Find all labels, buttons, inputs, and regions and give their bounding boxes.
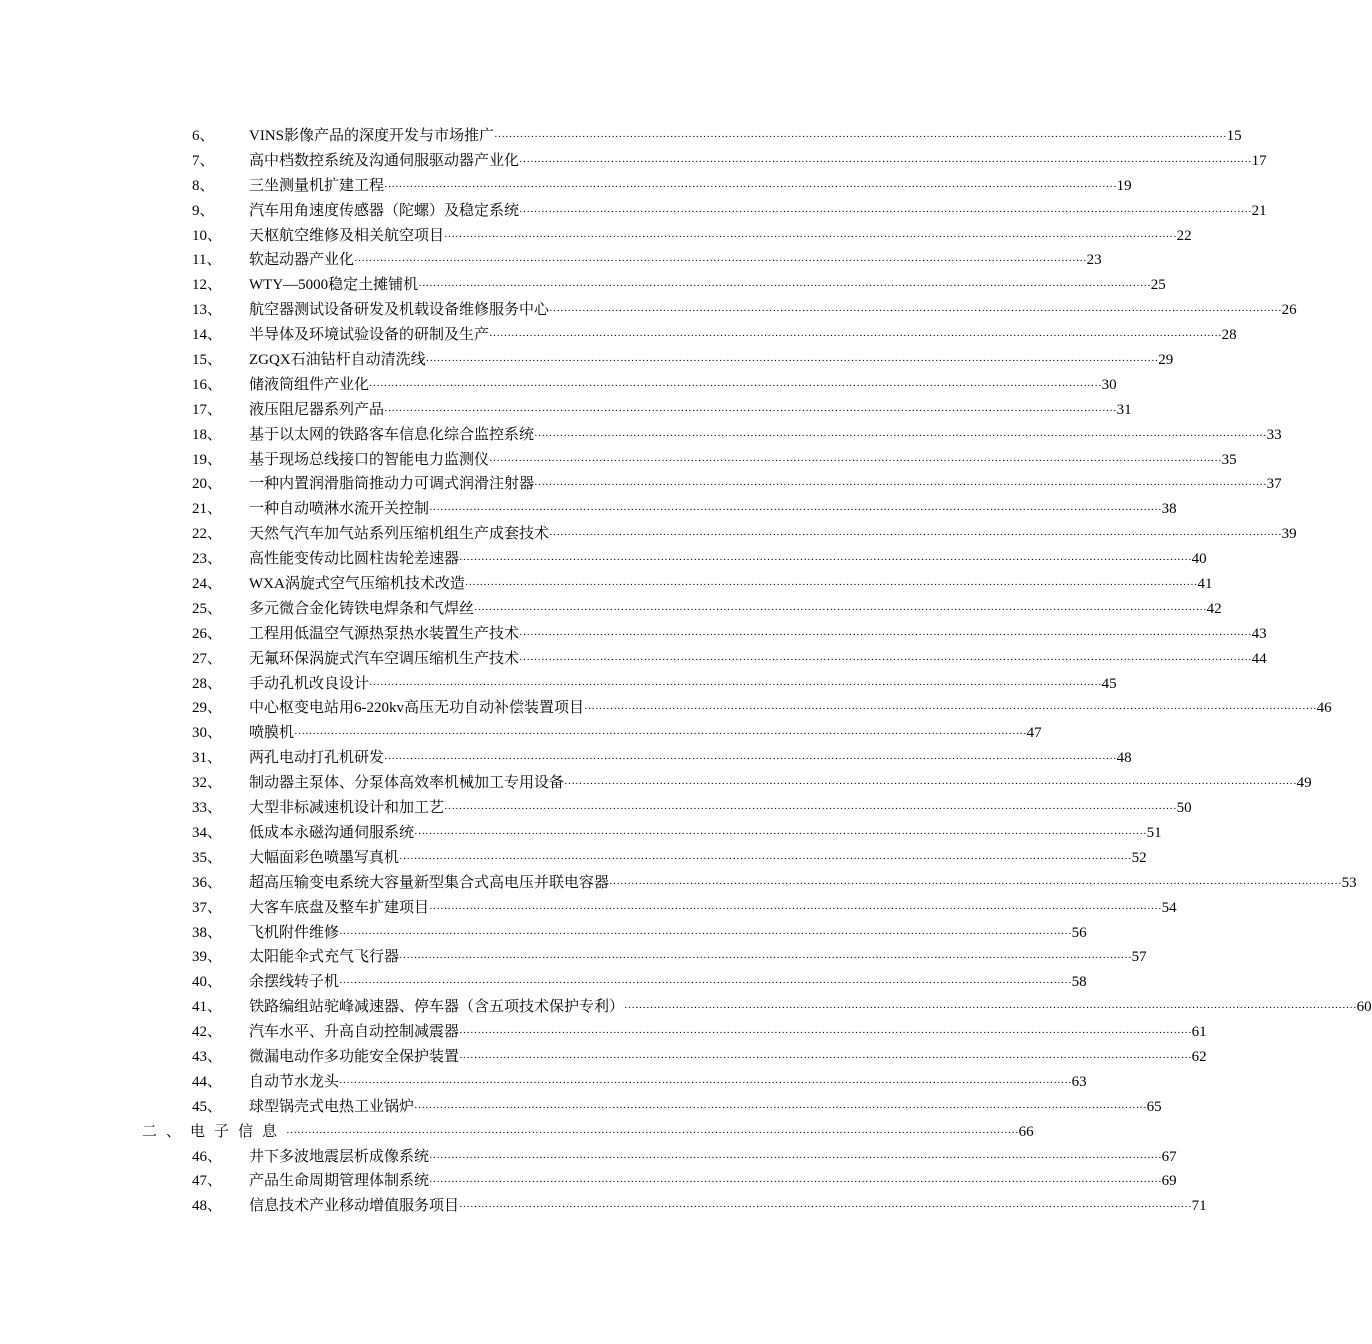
dot-leader: ········································································································································································································ bbox=[519, 205, 1252, 218]
dot-leader: ········································································································································································································ bbox=[444, 803, 1177, 816]
toc-entry[interactable] bbox=[0, 398, 1132, 423]
dot-leader: ········································································································································································································ bbox=[418, 280, 1151, 293]
toc-entry-page: 28 bbox=[1221, 327, 1237, 344]
toc-entry[interactable] bbox=[0, 174, 1132, 199]
dot-leader: ········································································································································································································ bbox=[459, 554, 1192, 567]
toc-entry-number: 18、 bbox=[192, 426, 223, 443]
toc-entry-number: 29、 bbox=[192, 700, 223, 717]
dot-leader: ········································································································································································································ bbox=[339, 977, 1072, 990]
dot-leader: ········································································································································································································ bbox=[489, 454, 1222, 467]
toc-entry-number: 40、 bbox=[192, 974, 223, 991]
dot-leader: ········································································································································································································ bbox=[339, 927, 1072, 940]
toc-entry[interactable] bbox=[0, 1145, 1177, 1170]
toc-entry-title: 三坐测量机扩建工程 bbox=[249, 177, 385, 194]
toc-entry-line bbox=[249, 248, 1102, 274]
toc-entry-number: 8、 bbox=[192, 177, 215, 194]
toc-entry-line bbox=[249, 771, 1312, 797]
table-of-contents bbox=[0, 124, 1372, 1219]
toc-entry[interactable] bbox=[0, 248, 1102, 273]
dot-leader: ········································································································································································································ bbox=[549, 305, 1282, 318]
toc-entry-title: VINS影像产品的深度开发与市场推广 bbox=[249, 128, 495, 144]
toc-entry-line bbox=[249, 224, 1192, 250]
toc-entry-page: 53 bbox=[1341, 874, 1357, 891]
toc-entry-page: 44 bbox=[1251, 650, 1267, 667]
toc-entry-page: 47 bbox=[1026, 725, 1042, 742]
toc-entry-line bbox=[249, 472, 1282, 498]
toc-entry-title: 铁路编组站驼峰减速器、停车器（含五项技术保护专利） bbox=[249, 999, 625, 1016]
toc-entry-line bbox=[249, 896, 1177, 922]
toc-entry-number: 22、 bbox=[192, 526, 223, 543]
toc-entry[interactable] bbox=[0, 423, 1282, 448]
toc-entry-number: 46、 bbox=[192, 1148, 223, 1165]
toc-entry[interactable] bbox=[0, 746, 1132, 771]
toc-entry-title: 二、电子信息 bbox=[142, 1123, 287, 1140]
toc-entry-number: 16、 bbox=[192, 376, 223, 393]
toc-entry-line bbox=[249, 522, 1297, 548]
toc-entry-page: 62 bbox=[1191, 1048, 1207, 1065]
toc-entry-number: 34、 bbox=[192, 824, 223, 841]
dot-leader: ········································································································································································································ bbox=[429, 504, 1162, 517]
toc-entry-page: 61 bbox=[1191, 1024, 1207, 1041]
dot-leader: ········································································································································································································ bbox=[384, 404, 1117, 417]
toc-entry-title: 大客车底盘及整车扩建项目 bbox=[249, 899, 430, 916]
toc-entry[interactable] bbox=[0, 1194, 1207, 1219]
toc-entry[interactable] bbox=[0, 124, 1242, 149]
toc-entry-title: 井下多波地震层析成像系统 bbox=[249, 1148, 430, 1165]
dot-leader: ········································································································································································································ bbox=[414, 1101, 1147, 1114]
toc-entry-title: 基于以太网的铁路客车信息化综合监控系统 bbox=[249, 426, 535, 443]
toc-entry-title: 工程用低温空气源热泵热水装置生产技术 bbox=[249, 625, 520, 642]
toc-entry-line bbox=[249, 945, 1147, 971]
toc-entry[interactable] bbox=[0, 672, 1117, 697]
toc-entry-page: 35 bbox=[1221, 451, 1237, 468]
toc-entry-line bbox=[249, 796, 1192, 822]
toc-entry-number: 19、 bbox=[192, 451, 223, 468]
toc-entry-page: 56 bbox=[1071, 924, 1087, 941]
toc-entry-page: 17 bbox=[1251, 152, 1267, 169]
dot-leader: ········································································································································································································ bbox=[399, 852, 1132, 865]
toc-entry-title: 航空器测试设备研发及机载设备维修服务中心 bbox=[249, 302, 550, 319]
toc-entry-title: 储液筒组件产业化 bbox=[249, 376, 370, 393]
toc-entry-line bbox=[249, 696, 1332, 722]
toc-entry-number: 17、 bbox=[192, 401, 223, 418]
toc-entry-page: 19 bbox=[1116, 177, 1132, 194]
dot-leader: ········································································································································································································ bbox=[339, 1076, 1072, 1089]
toc-entry-page: 71 bbox=[1191, 1198, 1207, 1215]
dot-leader: ········································································································································································································ bbox=[489, 330, 1222, 343]
toc-entry-page: 43 bbox=[1251, 625, 1267, 642]
toc-entry-title: 超高压输变电系统大容量新型集合式高电压并联电容器 bbox=[249, 874, 610, 891]
toc-entry-line bbox=[249, 373, 1117, 399]
dot-leader: ········································································································································································································ bbox=[459, 1027, 1192, 1040]
toc-entry[interactable] bbox=[0, 970, 1087, 995]
dot-leader: ········································································································································································································ bbox=[429, 902, 1162, 915]
dot-leader: ········································································································································································································ bbox=[534, 479, 1267, 492]
toc-entry-line bbox=[249, 871, 1357, 897]
toc-entry[interactable] bbox=[0, 298, 1297, 323]
toc-entry-title: 汽车水平、升高自动控制减震器 bbox=[249, 1024, 460, 1041]
toc-entry-number: 28、 bbox=[192, 675, 223, 692]
toc-entry-title: 两孔电动打孔机研发 bbox=[249, 750, 385, 767]
toc-entry-page: 41 bbox=[1197, 576, 1213, 593]
toc-entry-line bbox=[249, 323, 1237, 349]
toc-entry-line bbox=[249, 497, 1177, 523]
toc-entry-title: 基于现场总线接口的智能电力监测仪 bbox=[249, 451, 490, 468]
toc-entry-title: 信息技术产业移动增值服务项目 bbox=[249, 1198, 460, 1215]
toc-entry-line bbox=[249, 995, 1372, 1021]
toc-entry-title: WTY—5000稳定土摊铺机 bbox=[249, 277, 419, 294]
toc-entry-page: 23 bbox=[1086, 252, 1102, 269]
toc-entry-line bbox=[249, 821, 1162, 847]
toc-entry-page: 30 bbox=[1101, 376, 1117, 393]
toc-entry-title: 无氟环保涡旋式汽车空调压缩机生产技术 bbox=[249, 650, 520, 667]
dot-leader: ········································································································································································································ bbox=[414, 827, 1147, 840]
toc-entry-title: 余摆线转子机 bbox=[249, 974, 340, 991]
toc-entry-number: 30、 bbox=[192, 725, 223, 742]
toc-entry-line bbox=[249, 1045, 1207, 1071]
toc-entry-line bbox=[249, 448, 1237, 474]
toc-entry-title: 高中档数控系统及沟通伺服驱动器产业化 bbox=[249, 152, 520, 169]
toc-entry-line bbox=[249, 298, 1297, 324]
toc-entry-title: 手动孔机改良设计 bbox=[249, 675, 370, 692]
dot-leader: ········································································································································································································ bbox=[609, 877, 1342, 890]
dot-leader: ········································································································································································································ bbox=[425, 355, 1159, 368]
toc-entry[interactable] bbox=[0, 597, 1222, 622]
dot-leader: ········································································································································································································ bbox=[494, 131, 1227, 143]
toc-entry-title: 大型非标减速机设计和加工艺 bbox=[249, 800, 445, 817]
toc-entry-number: 38、 bbox=[192, 924, 223, 941]
toc-entry-page: 69 bbox=[1161, 1173, 1177, 1190]
toc-entry-page: 25 bbox=[1150, 277, 1166, 294]
dot-leader: ········································································································································································································ bbox=[519, 628, 1252, 641]
toc-entry-number: 45、 bbox=[192, 1098, 223, 1115]
toc-entry[interactable] bbox=[0, 199, 1267, 224]
toc-entry[interactable] bbox=[0, 472, 1282, 497]
dot-leader: ········································································································································································································ bbox=[549, 529, 1282, 542]
toc-entry-number: 47、 bbox=[192, 1173, 223, 1190]
toc-section-heading[interactable] bbox=[0, 1120, 1034, 1145]
toc-entry-number: 31、 bbox=[192, 750, 223, 767]
toc-entry-page: 45 bbox=[1101, 675, 1117, 692]
toc-entry-title: 液压阻尼器系列产品 bbox=[249, 401, 385, 418]
toc-entry[interactable] bbox=[0, 647, 1267, 672]
toc-entry-line bbox=[249, 1145, 1177, 1171]
toc-entry-page: 66 bbox=[1018, 1123, 1034, 1140]
toc-entry-line bbox=[249, 149, 1267, 175]
toc-entry[interactable] bbox=[0, 572, 1213, 597]
toc-entry[interactable] bbox=[0, 796, 1192, 821]
toc-entry-number: 10、 bbox=[192, 227, 223, 244]
toc-entry-line bbox=[249, 348, 1174, 374]
toc-entry-page: 21 bbox=[1251, 202, 1267, 219]
toc-entry-title: 汽车用角速度传感器（陀螺）及稳定系统 bbox=[249, 202, 520, 219]
toc-entry-number: 23、 bbox=[192, 551, 223, 568]
dot-leader: ········································································································································································································ bbox=[459, 1051, 1192, 1064]
dot-leader: ········································································································································································································ bbox=[286, 1126, 1019, 1139]
toc-entry-number: 33、 bbox=[192, 800, 223, 817]
toc-entry[interactable] bbox=[0, 945, 1147, 970]
toc-entry-page: 58 bbox=[1071, 974, 1087, 991]
toc-entry-line bbox=[249, 1070, 1087, 1096]
toc-entry-title: 中心枢变电站用6-220kv高压无功自动补偿装置项目 bbox=[249, 700, 584, 717]
dot-leader: ········································································································································································································ bbox=[459, 1201, 1192, 1214]
toc-entry[interactable] bbox=[0, 1045, 1207, 1070]
toc-entry-number: 13、 bbox=[192, 302, 223, 319]
toc-entry-number: 24、 bbox=[192, 576, 223, 593]
toc-entry-line bbox=[249, 921, 1087, 947]
toc-entry-page: 48 bbox=[1116, 750, 1132, 767]
toc-entry-line bbox=[249, 423, 1282, 449]
toc-entry[interactable] bbox=[0, 497, 1177, 522]
toc-entry-page: 22 bbox=[1176, 227, 1192, 244]
toc-entry-line bbox=[249, 1095, 1162, 1121]
dot-leader: ········································································································································································································ bbox=[384, 753, 1117, 766]
toc-entry-title: 半导体及环境试验设备的研制及生产 bbox=[249, 327, 490, 344]
toc-entry-line bbox=[249, 721, 1042, 747]
dot-leader: ········································································································································································································ bbox=[564, 778, 1297, 791]
toc-entry-page: 26 bbox=[1281, 302, 1297, 319]
toc-entry-title: 一种内置润滑脂筒推动力可调式润滑注射器 bbox=[249, 476, 535, 493]
toc-entry[interactable] bbox=[0, 149, 1267, 174]
toc-entry[interactable] bbox=[0, 846, 1147, 871]
toc-entry-line bbox=[249, 597, 1222, 623]
toc-entry-number: 44、 bbox=[192, 1073, 223, 1090]
toc-entry-line bbox=[249, 273, 1166, 299]
toc-entry-page: 54 bbox=[1161, 899, 1177, 916]
toc-entry-title: 低成本永磁沟通伺服系统 bbox=[249, 824, 415, 841]
dot-leader: ········································································································································································································ bbox=[429, 1151, 1162, 1164]
toc-entry-number: 36、 bbox=[192, 874, 223, 891]
toc-entry-number: 35、 bbox=[192, 849, 223, 866]
toc-entry-number: 25、 bbox=[192, 600, 223, 617]
dot-leader: ········································································································································································································ bbox=[464, 579, 1198, 592]
toc-entry-title: 一种自动喷淋水流开关控制 bbox=[249, 501, 430, 518]
toc-entry-number: 9、 bbox=[192, 202, 215, 219]
toc-entry-title: 喷膜机 bbox=[249, 725, 295, 742]
toc-entry[interactable] bbox=[0, 821, 1162, 846]
toc-entry-number: 39、 bbox=[192, 949, 223, 966]
toc-entry-number: 14、 bbox=[192, 327, 223, 344]
dot-leader: ········································································································································································································ bbox=[624, 1002, 1357, 1015]
toc-entry[interactable] bbox=[0, 696, 1332, 721]
toc-entry-page: 40 bbox=[1191, 551, 1207, 568]
toc-entry[interactable] bbox=[0, 896, 1177, 921]
toc-entry-number: 27、 bbox=[192, 650, 223, 667]
dot-leader: ········································································································································································································ bbox=[519, 155, 1252, 168]
toc-entry-page: 52 bbox=[1131, 849, 1147, 866]
toc-entry-title: 天然气汽车加气站系列压缩机组生产成套技术 bbox=[249, 526, 550, 543]
toc-entry-number: 42、 bbox=[192, 1024, 223, 1041]
toc-entry[interactable] bbox=[0, 273, 1166, 298]
toc-entry-line bbox=[249, 970, 1087, 996]
toc-entry-line bbox=[249, 572, 1213, 598]
toc-entry-title: 大幅面彩色喷墨写真机 bbox=[249, 849, 400, 866]
toc-entry-line bbox=[249, 622, 1267, 648]
toc-entry-title: 多元微合金化铸铁电焊条和气焊丝 bbox=[249, 600, 475, 617]
toc-entry-number: 15、 bbox=[192, 352, 223, 369]
toc-entry[interactable] bbox=[0, 622, 1267, 647]
toc-entry-title: 自动节水龙头 bbox=[249, 1073, 340, 1090]
toc-entry-page: 67 bbox=[1161, 1148, 1177, 1165]
dot-leader: ········································································································································································································ bbox=[354, 255, 1087, 268]
dot-leader: ········································································································································································································ bbox=[429, 1176, 1162, 1189]
toc-entry-title: 天枢航空维修及相关航空项目 bbox=[249, 227, 445, 244]
toc-entry[interactable] bbox=[0, 995, 1372, 1020]
toc-entry[interactable] bbox=[0, 1020, 1207, 1045]
dot-leader: ········································································································································································································ bbox=[444, 230, 1177, 243]
toc-entry-page: 49 bbox=[1296, 775, 1312, 792]
toc-entry-title: 高性能变传动比圆柱齿轮差速器 bbox=[249, 551, 460, 568]
toc-entry-line bbox=[249, 1020, 1207, 1046]
dot-leader: ········································································································································································································ bbox=[584, 703, 1317, 716]
toc-entry-line bbox=[249, 174, 1132, 200]
toc-entry-number: 26、 bbox=[192, 625, 223, 642]
toc-entry-title: 太阳能伞式充气飞行器 bbox=[249, 949, 400, 966]
toc-entry-page: 29 bbox=[1158, 352, 1174, 369]
toc-entry[interactable] bbox=[0, 1095, 1162, 1120]
toc-entry-number: 41、 bbox=[192, 999, 223, 1016]
toc-entry-line bbox=[249, 547, 1207, 573]
dot-leader: ········································································································································································································ bbox=[369, 379, 1102, 392]
toc-entry-title: 球型锅壳式电热工业锅炉 bbox=[249, 1098, 415, 1115]
toc-entry-title: WXA涡旋式空气压缩机技术改造 bbox=[249, 576, 465, 593]
toc-entry-page: 15 bbox=[1226, 128, 1242, 144]
toc-entry-line bbox=[249, 398, 1132, 424]
dot-leader: ········································································································································································································ bbox=[474, 603, 1207, 616]
toc-entry-number: 37、 bbox=[192, 899, 223, 916]
toc-entry-page: 57 bbox=[1131, 949, 1147, 966]
toc-entry-page: 42 bbox=[1206, 600, 1222, 617]
toc-entry-number: 21、 bbox=[192, 501, 223, 518]
dot-leader: ········································································································································································································ bbox=[294, 728, 1027, 741]
toc-entry[interactable] bbox=[0, 522, 1297, 547]
dot-leader: ········································································································································································································ bbox=[399, 952, 1132, 965]
toc-entry-number: 11、 bbox=[192, 252, 222, 269]
toc-entry-title: 软起动器产业化 bbox=[249, 252, 355, 269]
toc-entry-line bbox=[249, 1169, 1177, 1195]
toc-entry[interactable] bbox=[0, 448, 1237, 473]
toc-entry-line bbox=[142, 1120, 1034, 1146]
toc-entry-title: ZGQX石油钻杆自动清洗线 bbox=[249, 352, 426, 369]
toc-entry-title: 微漏电动作多功能安全保护装置 bbox=[249, 1048, 460, 1065]
toc-entry-line bbox=[249, 199, 1267, 225]
toc-entry[interactable] bbox=[0, 1070, 1087, 1095]
toc-entry[interactable] bbox=[0, 348, 1174, 373]
toc-entry-line bbox=[249, 846, 1147, 872]
toc-entry-number: 6、 bbox=[192, 128, 215, 144]
toc-entry-page: 33 bbox=[1266, 426, 1282, 443]
toc-entry-line bbox=[249, 746, 1132, 772]
toc-entry[interactable] bbox=[0, 373, 1117, 398]
toc-entry-number: 7、 bbox=[192, 152, 215, 169]
toc-entry-line bbox=[249, 1194, 1207, 1220]
dot-leader: ········································································································································································································ bbox=[519, 653, 1252, 666]
toc-entry-page: 38 bbox=[1161, 501, 1177, 518]
toc-entry-number: 48、 bbox=[192, 1198, 223, 1215]
toc-entry[interactable] bbox=[0, 871, 1357, 896]
toc-entry-title: 制动器主泵体、分泵体高效率机械加工专用设备 bbox=[249, 775, 565, 792]
toc-entry[interactable] bbox=[0, 771, 1312, 796]
toc-entry-page: 39 bbox=[1281, 526, 1297, 543]
toc-entry[interactable] bbox=[0, 1169, 1177, 1194]
toc-entry-page: 50 bbox=[1176, 800, 1192, 817]
toc-entry[interactable] bbox=[0, 323, 1237, 348]
toc-entry-number: 43、 bbox=[192, 1048, 223, 1065]
toc-entry-page: 65 bbox=[1146, 1098, 1162, 1115]
dot-leader: ········································································································································································································ bbox=[384, 180, 1117, 193]
toc-entry-line bbox=[249, 672, 1117, 698]
toc-entry-number: 32、 bbox=[192, 775, 223, 792]
toc-entry-number: 20、 bbox=[192, 476, 223, 493]
toc-entry-line bbox=[249, 124, 1242, 150]
toc-entry-line bbox=[249, 647, 1267, 673]
toc-entry-page: 37 bbox=[1266, 476, 1282, 493]
dot-leader: ········································································································································································································ bbox=[534, 429, 1267, 442]
toc-entry-page: 51 bbox=[1146, 824, 1162, 841]
toc-entry-number: 12、 bbox=[192, 277, 223, 294]
toc-entry-title: 飞机附件维修 bbox=[249, 924, 340, 941]
toc-entry-page: 63 bbox=[1071, 1073, 1087, 1090]
toc-entry-title: 产品生命周期管理体制系统 bbox=[249, 1173, 430, 1190]
toc-entry[interactable] bbox=[0, 921, 1087, 946]
toc-entry[interactable] bbox=[0, 547, 1207, 572]
toc-entry-page: 31 bbox=[1116, 401, 1132, 418]
toc-entry-page: 46 bbox=[1316, 700, 1332, 717]
toc-entry[interactable] bbox=[0, 721, 1042, 746]
toc-entry[interactable] bbox=[0, 224, 1192, 249]
dot-leader: ········································································································································································································ bbox=[369, 678, 1102, 691]
toc-entry-page: 60 bbox=[1356, 999, 1372, 1016]
